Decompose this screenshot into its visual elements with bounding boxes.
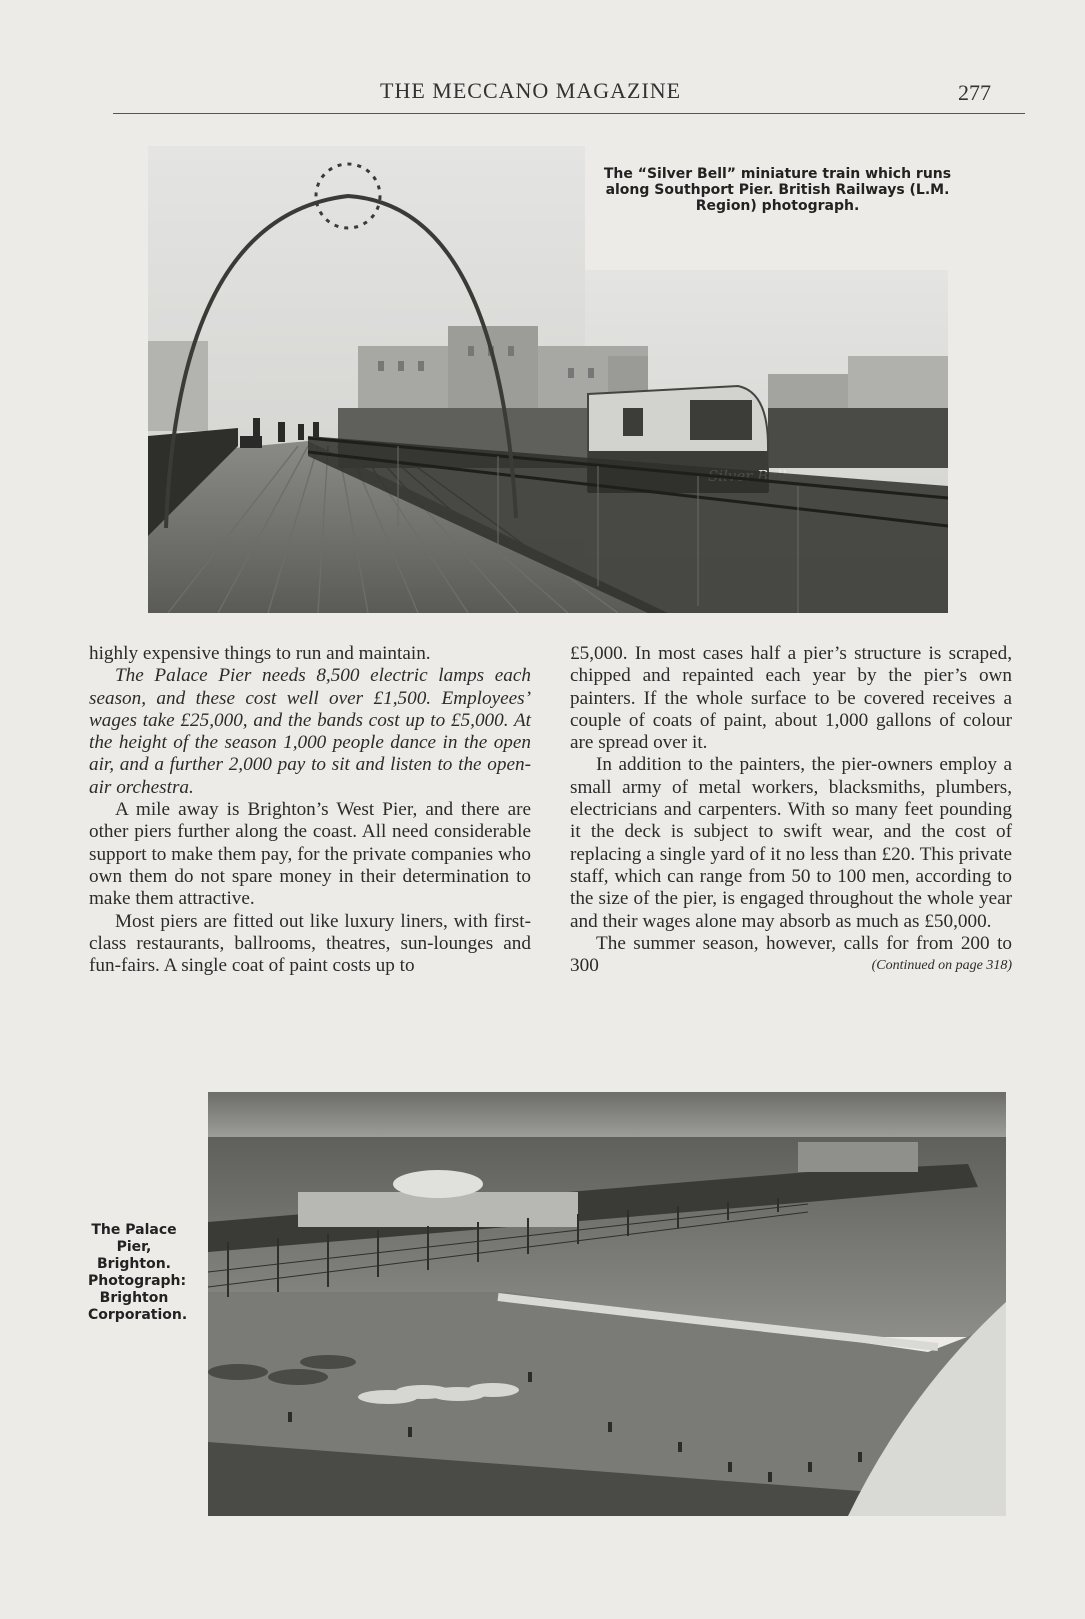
text-column-left [89, 643, 531, 977]
southport-pier-photo [148, 146, 948, 613]
top-photo-caption: The “Silver Bell” miniature train which runs along Southport Pier. British Railways (L.M. Region) photograph. [603, 166, 952, 214]
palace-pier-photo [208, 1092, 1006, 1516]
paragraph: £5,000. In most cases half a pier’s structure is scraped, chipped and repainted each year by the pier’s own painters. If the whole surface to be covered receives a couple of coats of paint, about 1,000 gallons of colour are spread over it. [570, 643, 1012, 754]
paragraph: Most piers are fitted out like luxury liners, with first-class restaurants, ballrooms, theatres, sun-lounges and fun-fairs. A single coat of paint costs up to [89, 910, 531, 977]
paragraph: In addition to the painters, the pier-owners employ a small army of metal workers, blacksmiths, plumbers, electricians and carpenters. With so many feet pounding it the deck is subject to swift wear, and the cost of replacing a single yard of it no less than £20. This private staff, which can range from 50 to 100 men, according to the size of the pier, is engaged throughout the whole year and their wages alone may absorb as much as £50,000. [570, 754, 1012, 932]
paragraph: A mile away is Brighton’s West Pier, and there are other piers further along the coast. All need considerable support to make them pay, for the private companies who own them do not spare money in their determination to make them attractive. [89, 799, 531, 910]
paragraph-italic: The Palace Pier needs 8,500 electric lamps each season, and these cost well over £1,500. Employees’ wages take £25,000, and the bands cost up to £5,000. At the height of the season 1,000 people dance in the open air, and a further 2,000 pay to sit and listen to the open-air orchestra. [89, 665, 531, 798]
paragraph: highly expensive things to run and maintain. [89, 643, 431, 664]
magazine-title: THE MECCANO MAGAZINE [380, 78, 682, 103]
bottom-photo-caption: The Palace Pier, Brighton. Photograph: Brighton Corporation. [88, 1222, 188, 1323]
page-number: 277 [958, 80, 991, 105]
text-column-right [570, 643, 1012, 977]
continued-note: (Continued on page 318) [871, 958, 1012, 974]
header-rule [113, 113, 1025, 114]
paragraph: The summer season, however, calls for from 200 to 300 [570, 932, 1012, 977]
